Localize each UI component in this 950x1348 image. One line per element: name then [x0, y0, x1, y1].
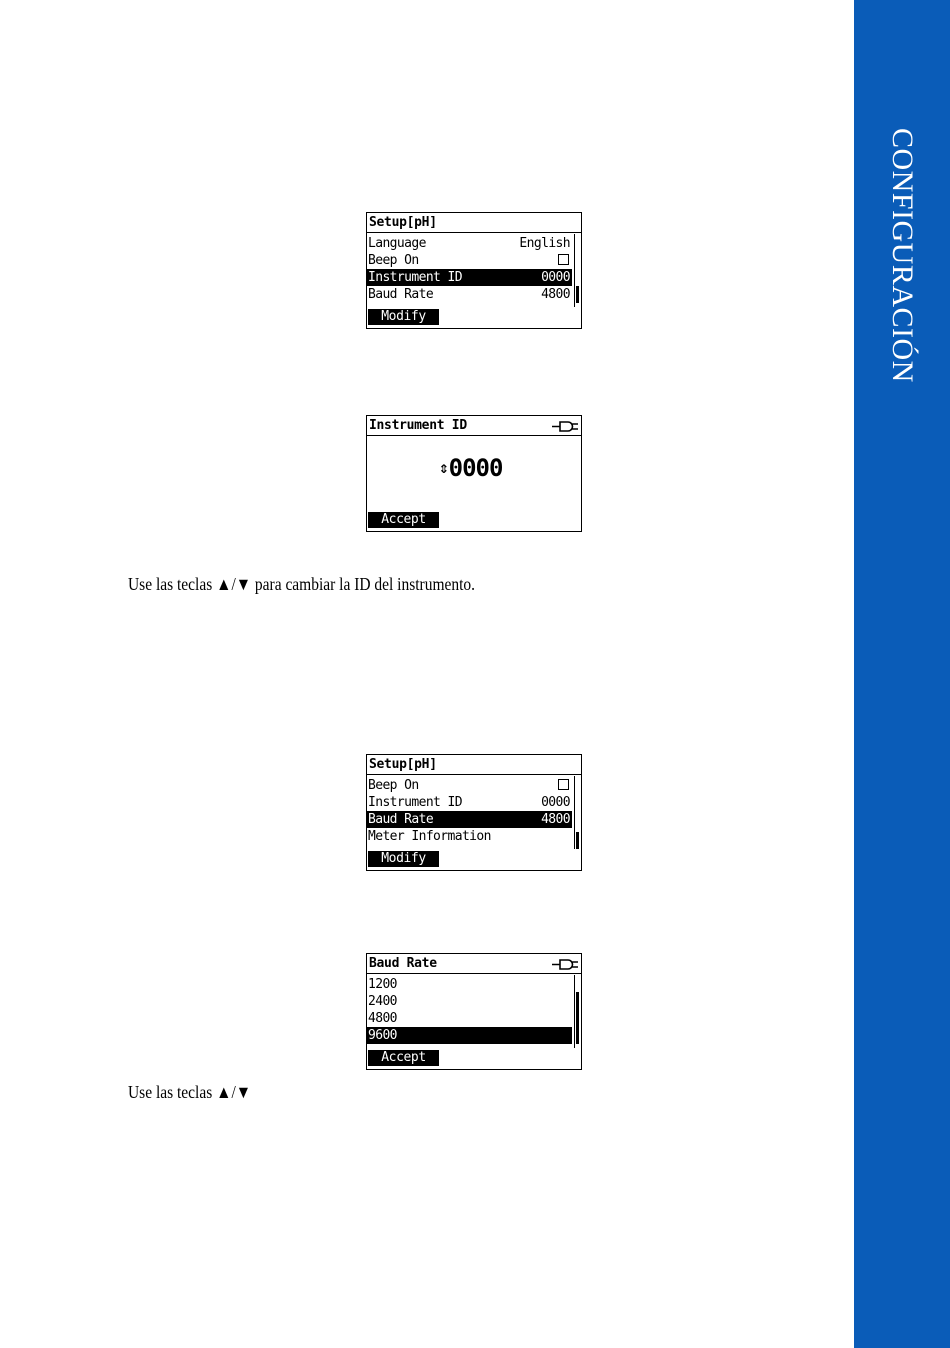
baud-rate-screen — [366, 953, 582, 1070]
setup-screen-instrument-id — [366, 212, 582, 329]
row-value: 0000 — [541, 270, 570, 285]
menu-row-instrument-id[interactable] — [367, 794, 572, 811]
row-label: Instrument ID — [368, 795, 462, 810]
baud-option-1200[interactable] — [367, 976, 572, 993]
menu-row-baud-rate[interactable] — [367, 811, 572, 828]
chapter-sidebar — [854, 0, 950, 1348]
setup-screen-baud-rate — [366, 754, 582, 871]
modify-softkey[interactable]: Modify — [368, 309, 439, 325]
row-value: 4800 — [541, 812, 570, 827]
lcd-header — [367, 213, 581, 233]
menu-row-instrument-id[interactable] — [367, 269, 572, 286]
screen-title: Instrument ID — [369, 418, 467, 433]
menu-row-baud-rate[interactable] — [367, 286, 572, 303]
row-value: 0000 — [541, 795, 570, 810]
instrument-id-value[interactable] — [439, 454, 502, 482]
row-label: Beep On — [368, 778, 419, 793]
chapter-title: CONFIGURACIÓN — [886, 128, 919, 383]
row-value: 4800 — [541, 287, 570, 302]
row-label: Language — [368, 236, 426, 251]
accept-softkey[interactable]: Accept — [368, 512, 439, 528]
screen-title: Baud Rate — [369, 956, 437, 971]
scrollbar-thumb[interactable] — [576, 992, 579, 1044]
baud-option-9600[interactable] — [367, 1027, 572, 1044]
instrument-id-screen — [366, 415, 582, 532]
accept-softkey[interactable]: Accept — [368, 1050, 439, 1066]
option-label: 9600 — [368, 1028, 397, 1043]
option-label: 4800 — [368, 1011, 397, 1026]
lcd-header — [367, 954, 581, 974]
row-label: Instrument ID — [368, 270, 462, 285]
scrollbar-track[interactable] — [574, 975, 575, 1048]
scrollbar-thumb[interactable] — [576, 832, 579, 849]
baud-option-2400[interactable] — [367, 993, 572, 1010]
up-down-icon: ⇕ — [439, 458, 448, 477]
screen-title: Setup[pH] — [369, 757, 437, 772]
row-value: English — [519, 236, 570, 251]
menu-row-beep-on[interactable] — [367, 252, 572, 269]
menu-row-beep-on[interactable] — [367, 777, 572, 794]
row-label: Beep On — [368, 253, 419, 268]
instruction-text: Use las teclas ▲/▼ — [128, 1082, 252, 1102]
scrollbar-track[interactable] — [574, 776, 575, 849]
lcd-header — [367, 416, 581, 436]
scrollbar-track[interactable] — [574, 234, 575, 307]
screen-title: Setup[pH] — [369, 215, 437, 230]
beep-checkbox[interactable] — [558, 254, 569, 265]
menu-row-meter-information[interactable] — [367, 828, 572, 845]
lcd-header — [367, 755, 581, 775]
scrollbar-thumb[interactable] — [576, 286, 579, 303]
plug-icon — [551, 419, 579, 434]
row-label: Baud Rate — [368, 812, 434, 827]
row-label: Baud Rate — [368, 287, 434, 302]
option-label: 1200 — [368, 977, 397, 992]
baud-option-4800[interactable] — [367, 1010, 572, 1027]
plug-icon — [551, 957, 579, 972]
row-label: Meter Information — [368, 829, 491, 844]
beep-checkbox[interactable] — [558, 779, 569, 790]
id-digits: 0000 — [448, 454, 503, 482]
instruction-text: Use las teclas ▲/▼ para cambiar la ID del instrumento. — [128, 574, 476, 594]
menu-row-language[interactable] — [367, 235, 572, 252]
modify-softkey[interactable]: Modify — [368, 851, 439, 867]
option-label: 2400 — [368, 994, 397, 1009]
